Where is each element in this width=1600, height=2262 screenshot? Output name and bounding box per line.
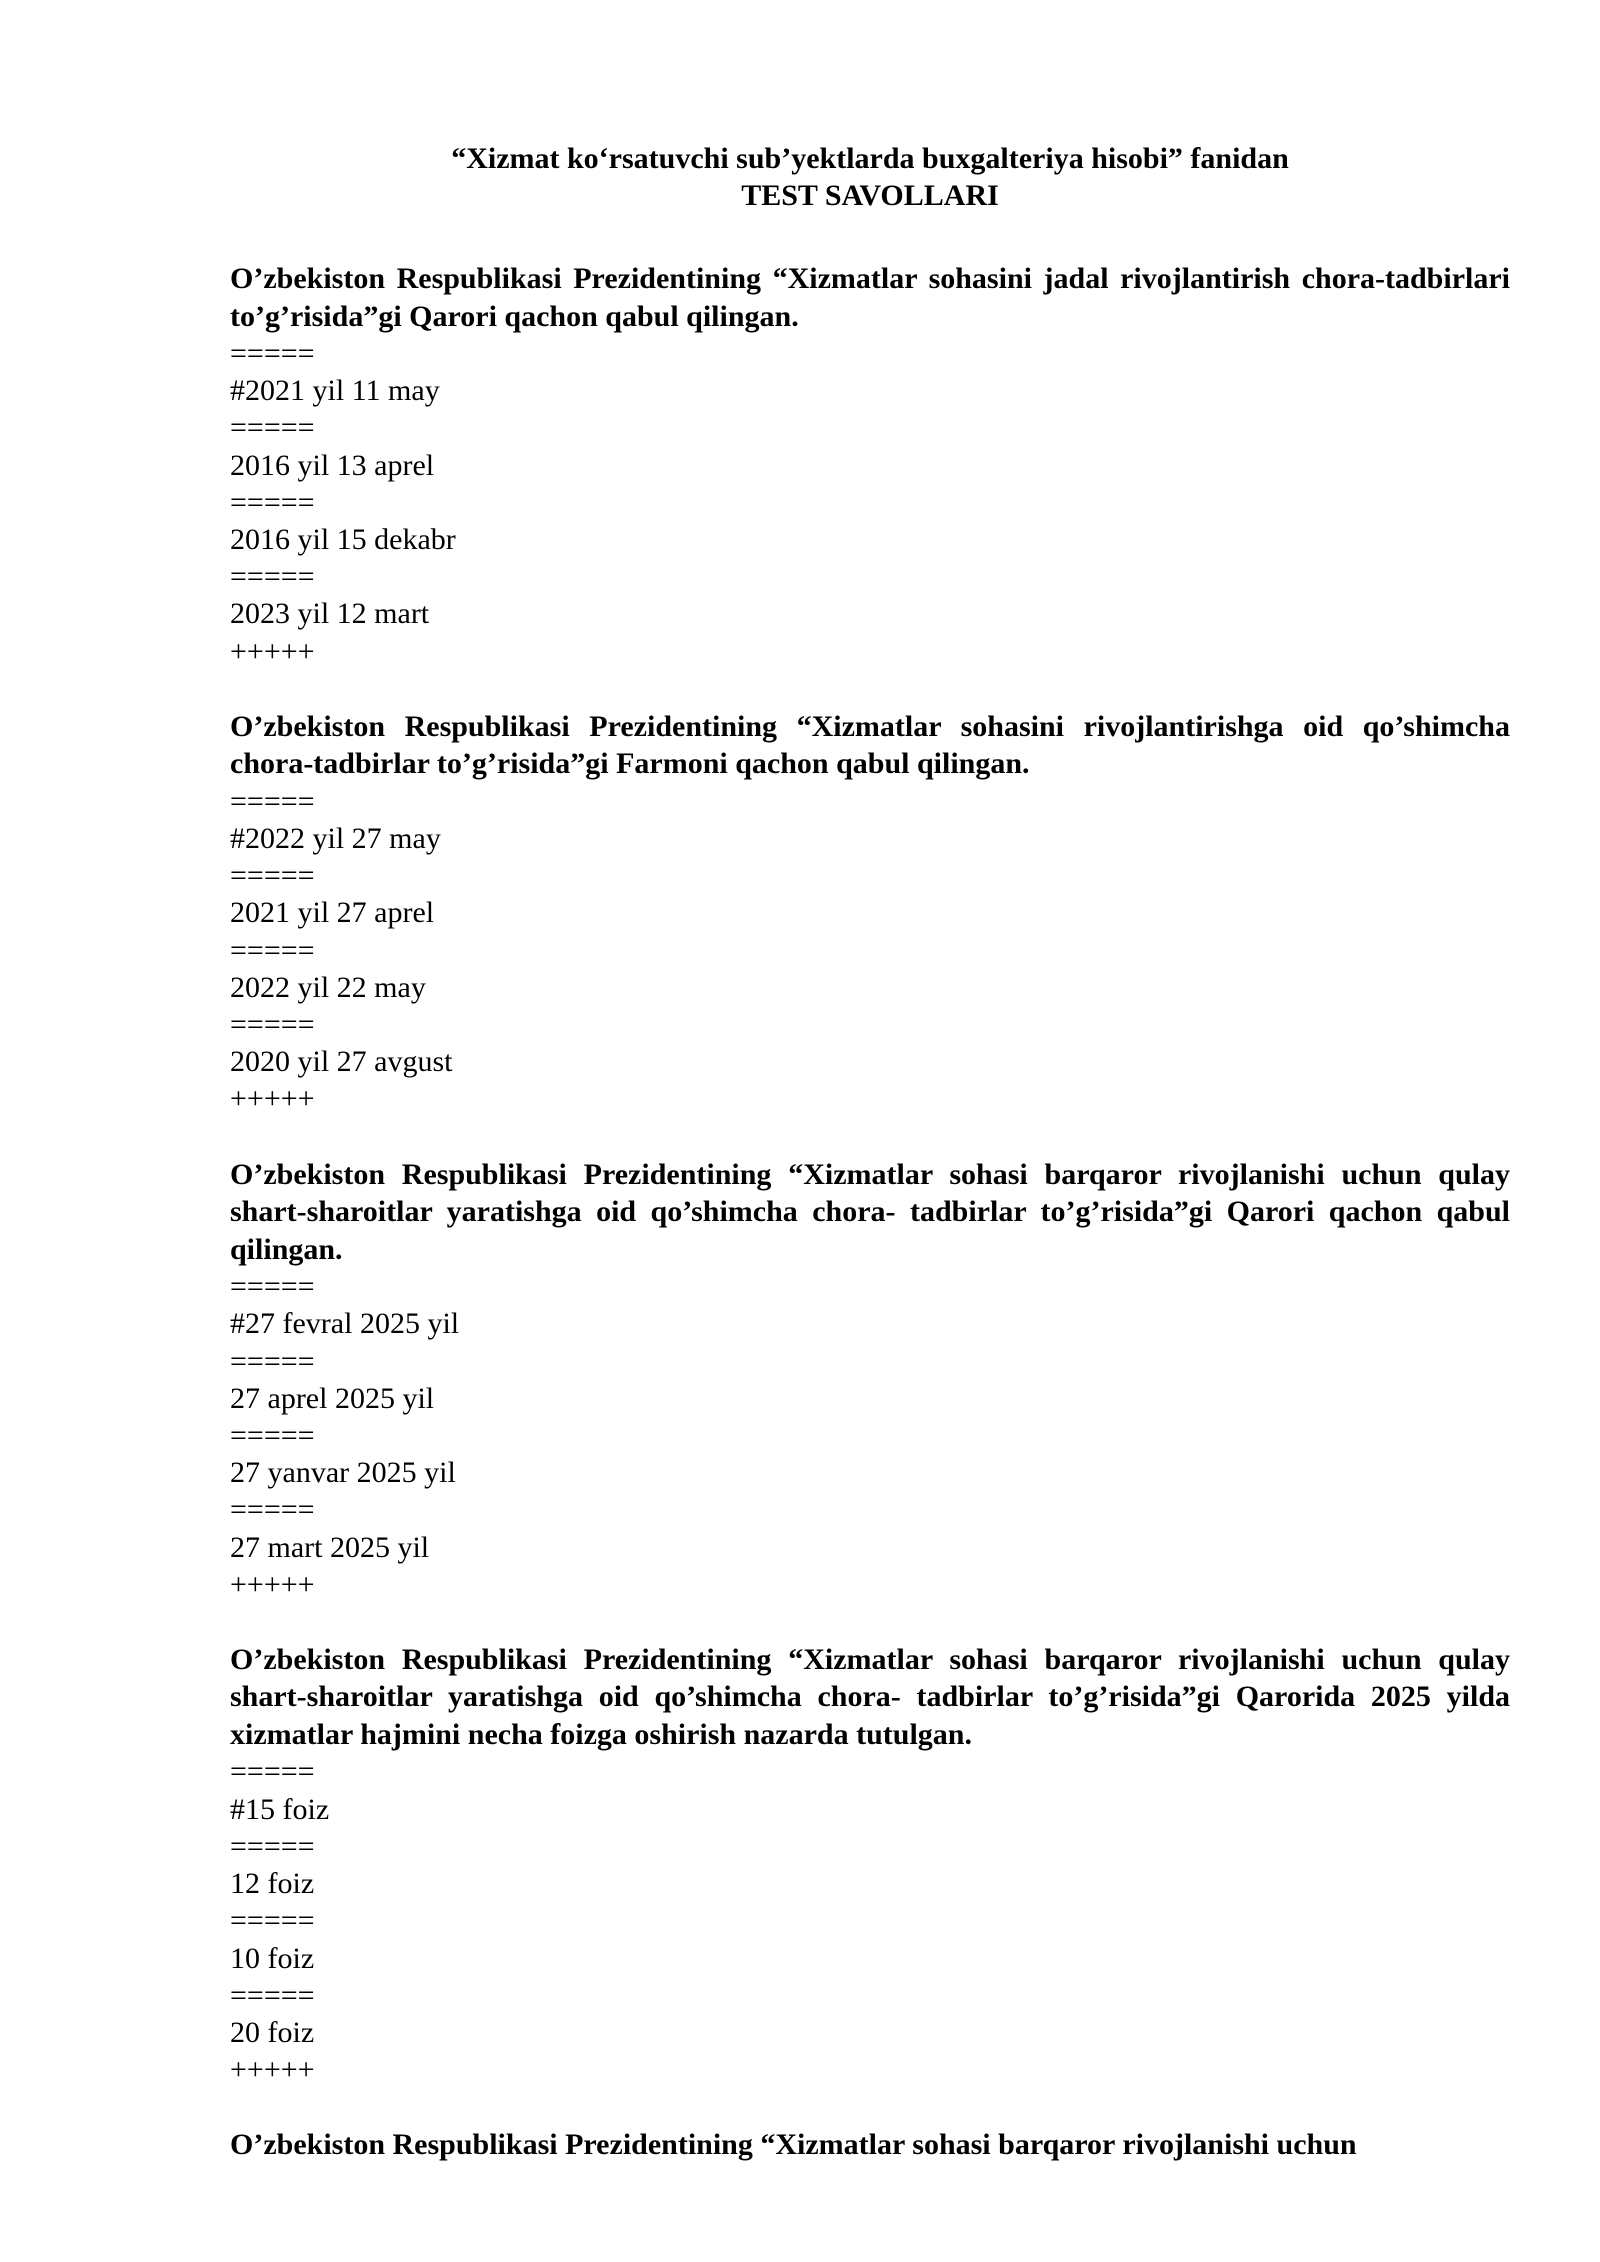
option-separator: ===== [230,784,315,818]
question-block [230,708,1510,1118]
answer-option: 10 foiz [230,1941,315,1975]
question-text: O’zbekiston Respublikasi Prezidentining “Xizmatlar sohasi barqaror rivojlanishi uchun qulay shart-sharoitlar yaratishga oid qo’shimcha chora- tadbirlar to’g’risida”gi Qarorida 2025 yilda xizmatlar hajmini necha foizga oshirish nazarda tutulgan. [230,1642,1510,1751]
answer-option: 2021 yil 27 aprel [230,896,435,930]
answer-option: 20 foiz [230,2015,315,2049]
question-block [230,2126,1510,2164]
question-block [230,1641,1510,2088]
option-separator: ===== [230,485,315,519]
option-separator: ===== [230,933,315,967]
document-subtitle: TEST SAVOLLARI [741,179,999,212]
question-end-marker: +++++ [230,2053,315,2087]
option-separator: ===== [230,1344,315,1378]
question-end-marker: +++++ [230,634,315,668]
answer-option: 27 yanvar 2025 yil [230,1456,456,1490]
question-end-marker: +++++ [230,1567,315,1601]
option-separator: ===== [230,337,315,370]
answer-option: 27 aprel 2025 yil [230,1381,435,1415]
option-separator: ===== [230,1008,315,1042]
answer-option: 2022 yil 22 may [230,970,426,1004]
correct-answer-option: #2021 yil 11 may [230,374,440,408]
correct-answer-option: #2022 yil 27 may [230,822,441,856]
option-separator: ===== [230,1755,315,1789]
option-separator: ===== [230,1493,315,1527]
option-separator: ===== [230,1829,315,1863]
option-separator: ===== [230,411,315,445]
option-separator: ===== [230,1978,315,2012]
answer-option: 12 foiz [230,1867,315,1901]
question-block [230,260,1510,670]
answer-option: 27 mart 2025 yil [230,1530,430,1564]
question-list [230,260,1510,2164]
answer-option: 2016 yil 13 aprel [230,448,435,482]
option-separator: ===== [230,560,315,594]
answer-option: 2020 yil 27 avgust [230,1045,453,1079]
answer-option: 2023 yil 12 mart [230,597,430,631]
correct-answer-option: #15 foiz [230,1792,330,1826]
question-text: O’zbekiston Respublikasi Prezidentining “Xizmatlar sohasi barqaror rivojlanishi uchun qulay shart-sharoitlar yaratishga oid qo’shimcha chora- tadbirlar to’g’risida”gi Qarori qachon qabul qilingan. [230,1157,1510,1266]
option-separator: ===== [230,1904,315,1938]
question-text: O’zbekiston Respublikasi Prezidentining “Xizmatlar sohasi barqaror rivojlanishi uchun [230,2128,1357,2162]
document-page [230,140,1510,2202]
question-end-marker: +++++ [230,1082,315,1116]
question-text: O’zbekiston Respublikasi Prezidentining “Xizmatlar sohasini rivojlantirishga oid qo’shimcha chora-tadbirlar to’g’risida”gi Farmoni qachon qabul qilingan. [230,709,1510,781]
answer-option: 2016 yil 15 dekabr [230,523,456,557]
option-separator: ===== [230,1418,315,1452]
question-block [230,1156,1510,1603]
correct-answer-option: #27 fevral 2025 yil [230,1307,460,1341]
option-separator: ===== [230,1270,315,1304]
document-title: “Xizmat ko‘rsatuvchi sub’yektlarda buxgalteriya hisobi” fanidan [451,142,1289,175]
option-separator: ===== [230,859,315,893]
question-text: O’zbekiston Respublikasi Prezidentining “Xizmatlar sohasini jadal rivojlantirish chora-tadbirlari to’g’risida”gi Qarori qachon qabul qilingan. [230,262,1510,333]
